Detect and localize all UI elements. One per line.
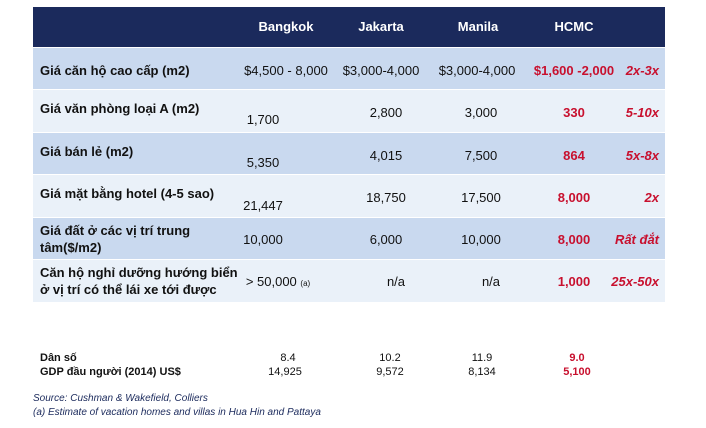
stat-bangkok: 14,925 bbox=[268, 366, 302, 378]
cell-manila: 10,000 bbox=[461, 232, 501, 247]
multiplier: 25x-50x bbox=[611, 274, 659, 289]
row-label: Giá bán lẻ (m2) bbox=[40, 144, 134, 159]
cell-bangkok: $4,500 - 8,000 bbox=[244, 63, 328, 78]
row-label-line1: Giá đất ở các vị trí trung bbox=[40, 223, 191, 238]
table-header bbox=[33, 7, 665, 47]
table-row bbox=[33, 218, 665, 260]
stat-manila: 11.9 bbox=[471, 352, 493, 364]
row-label-line2: tâm($/m2) bbox=[40, 240, 102, 255]
cell-hcmc: 330 bbox=[563, 105, 585, 120]
table-row bbox=[33, 260, 665, 303]
stat-label-gdp: GDP đầu người (2014) US$ bbox=[40, 366, 181, 378]
stat-label-population: Dân số bbox=[40, 352, 77, 364]
cell-bangkok: 21,447 bbox=[243, 198, 283, 213]
stat-bangkok: 8.4 bbox=[280, 352, 296, 364]
stat-manila: 8,134 bbox=[468, 366, 496, 378]
col-header-bangkok: Bangkok bbox=[258, 19, 314, 34]
table-row bbox=[33, 90, 665, 133]
row-label bbox=[40, 222, 190, 256]
stat-jakarta: 9,572 bbox=[376, 366, 404, 378]
row-label: Giá căn hộ cao cấp (m2) bbox=[40, 63, 190, 78]
cell-hcmc: $1,600 -2,000 bbox=[533, 63, 615, 78]
multiplier: Rất đắt bbox=[614, 232, 659, 247]
row-label bbox=[40, 264, 238, 298]
cell-bangkok-value: > 50,000 bbox=[245, 274, 297, 289]
multiplier: 2x-3x bbox=[625, 63, 659, 78]
table-row bbox=[33, 48, 665, 90]
cell-manila: n/a bbox=[481, 274, 501, 289]
cell-jakarta: n/a bbox=[386, 274, 406, 289]
cell-hcmc: 864 bbox=[563, 148, 585, 163]
col-header-jakarta: Jakarta bbox=[358, 19, 404, 34]
stat-hcmc: 9.0 bbox=[569, 352, 585, 364]
cell-jakarta: 2,800 bbox=[369, 105, 403, 120]
cell-bangkok: 10,000 bbox=[243, 232, 283, 247]
cell-hcmc: 1,000 bbox=[557, 274, 591, 289]
multiplier: 2x bbox=[644, 190, 659, 205]
cell-jakarta: 18,750 bbox=[366, 190, 406, 205]
footnote-note: (a) Estimate of vacation homes and villas in Hua Hin and Pattaya bbox=[33, 407, 321, 418]
cell-hcmc: 8,000 bbox=[557, 232, 591, 247]
cell-manila: 3,000 bbox=[464, 105, 498, 120]
stat-jakarta: 10.2 bbox=[379, 352, 401, 364]
footnote-source: Source: Cushman & Wakefield, Colliers bbox=[33, 393, 208, 404]
table-row bbox=[33, 133, 665, 175]
row-label: Giá mặt bằng hotel (4-5 sao) bbox=[40, 186, 215, 201]
cell-jakarta: 4,015 bbox=[369, 148, 403, 163]
cell-manila: 17,500 bbox=[461, 190, 501, 205]
cell-manila: 7,500 bbox=[464, 148, 498, 163]
col-header-manila: Manila bbox=[457, 19, 499, 34]
row-label: Giá văn phòng loại A (m2) bbox=[40, 101, 200, 116]
cell-jakarta: 6,000 bbox=[369, 232, 403, 247]
cell-hcmc: 8,000 bbox=[557, 190, 591, 205]
stat-hcmc: 5,100 bbox=[563, 366, 591, 378]
cell-bangkok: 5,350 bbox=[246, 155, 280, 170]
footnote-marker: (a) bbox=[300, 279, 311, 288]
col-header-hcmc: HCMC bbox=[554, 19, 594, 34]
cell-jakarta: $3,000-4,000 bbox=[342, 63, 420, 78]
row-label-line2: ở vị trí có thể lái xe tới được bbox=[40, 282, 217, 297]
cell-manila: $3,000-4,000 bbox=[438, 63, 516, 78]
multiplier: 5-10x bbox=[625, 105, 659, 120]
row-label-line1: Căn hộ nghỉ dưỡng hướng biển bbox=[40, 265, 238, 280]
cell-bangkok: 1,700 bbox=[246, 112, 280, 127]
multiplier: 5x-8x bbox=[625, 148, 659, 163]
table-row bbox=[33, 175, 665, 218]
cell-bangkok bbox=[223, 274, 333, 289]
